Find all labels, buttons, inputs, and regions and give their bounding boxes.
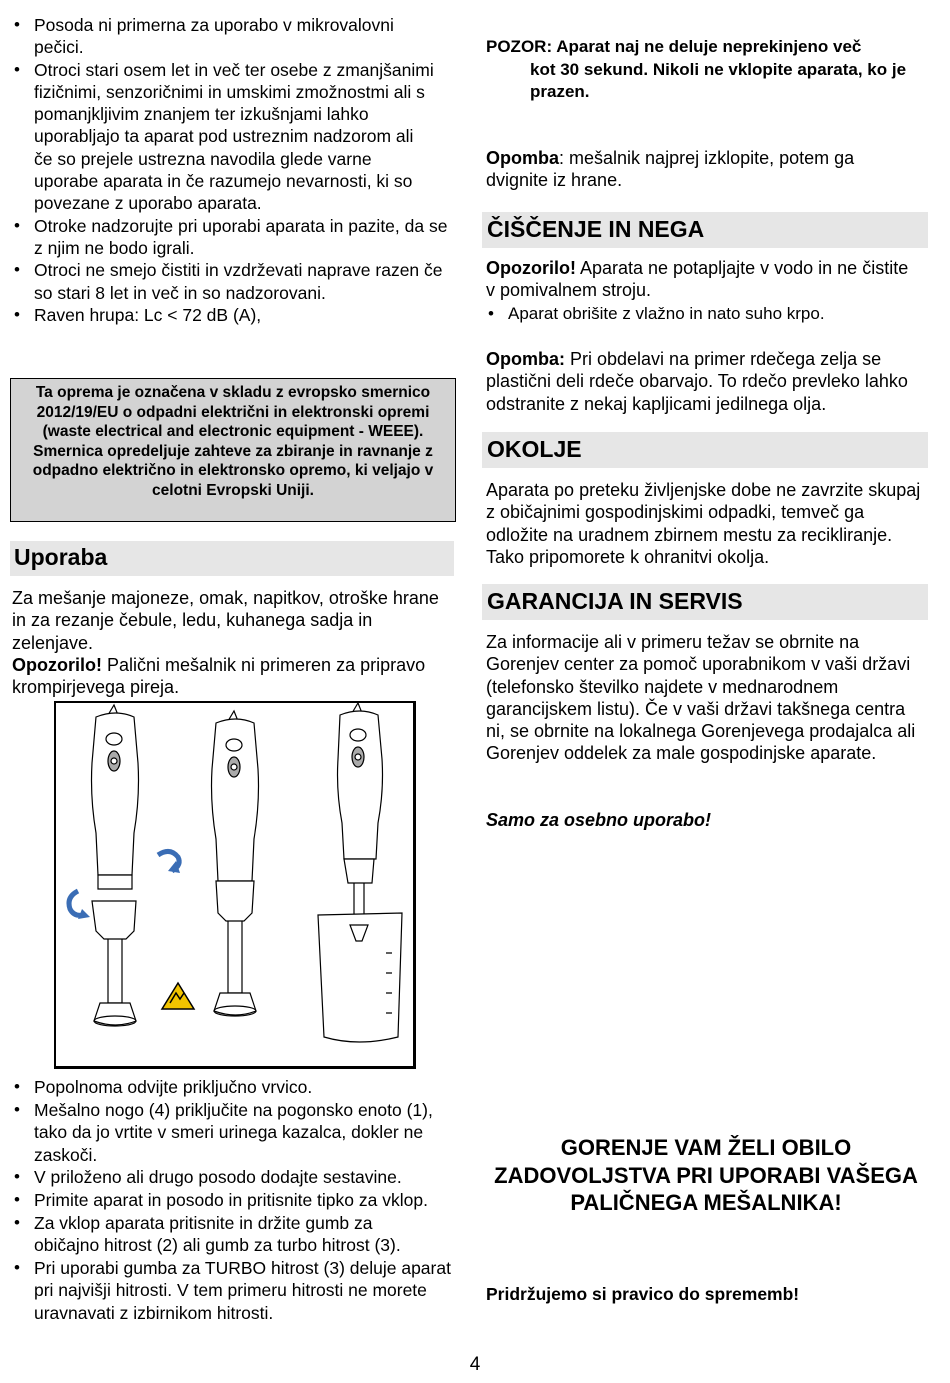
ciscenje-warning bbox=[486, 257, 916, 302]
pozor-line2: kot 30 sekund. Nikoli ne vklopite aparata, ko je prazen. bbox=[530, 59, 907, 101]
ciscenje-warning-label: Opozorilo! bbox=[486, 258, 576, 278]
safety-item: • Posoda ni primerna za uporabo v mikrovalovni pečici. bbox=[12, 14, 434, 59]
opomba-label: Opomba bbox=[486, 148, 560, 168]
usage-step: • Pri uporabi gumba za TURBO hitrost (3) deluje aparat pri najvišji hitrosti. V tem primeru hitrosti ne morete uravnavati z izbirnikom hitrosti. bbox=[12, 1257, 454, 1325]
garancija-heading: GARANCIJA IN SERVIS bbox=[482, 584, 928, 620]
uporaba-description: Za mešanje majoneze, omak, napitkov, otroške hrane in za rezanje čebule, ledu, kuhanega sadja in zelenjave. bbox=[12, 588, 439, 653]
closing-message: GORENJE VAM ŽELI OBILO ZADOVOLJSTVA PRI UPORABI VAŠEGA PALIČNEGA MEŠALNIKA! bbox=[494, 1135, 918, 1215]
usage-steps-section bbox=[12, 1076, 457, 1325]
pozor-warning bbox=[486, 36, 926, 104]
blender-drawing bbox=[56, 703, 414, 1067]
ciscenje-item: • Aparat obrišite z vlažno in nato suho krpo. bbox=[486, 303, 916, 325]
uporaba-warning-label: Opozorilo! bbox=[12, 654, 102, 675]
usage-step: • Primite aparat in posodo in pritisnite tipko za vklop. bbox=[12, 1189, 457, 1212]
safety-section bbox=[12, 14, 454, 326]
ciscenje-note bbox=[486, 348, 922, 415]
safety-item: • Raven hrupa: Lc < 72 dB (A), bbox=[12, 304, 454, 326]
ciscenje-list bbox=[486, 303, 916, 325]
safety-item: • Otroke nadzorujte pri uporabi aparata in pazite, da se z njim ne bodo igrali. bbox=[12, 215, 454, 260]
uporaba-text bbox=[12, 587, 447, 698]
safety-list bbox=[12, 14, 454, 326]
safety-item: • Otroci ne smejo čistiti in vzdrževati naprave razen če so stari 8 let in več in so nadzorovani. bbox=[12, 259, 454, 304]
ciscenje-note-text: Pri obdelavi na primer rdečega zelja se plastični deli rdeče obarvajo. To rdečo prevleko lahko odstranite z nekaj kapljicami jedilnega olja. bbox=[486, 349, 908, 414]
weee-notice-box bbox=[10, 378, 456, 522]
usage-step: • V priloženo ali drugo posodo dodajte sestavine. bbox=[12, 1166, 457, 1189]
okolje-heading: OKOLJE bbox=[482, 432, 928, 468]
personal-use-note: Samo za osebno uporabo! bbox=[486, 810, 712, 830]
safety-item: • Otroci stari osem let in več ter osebe z zmanjšanimi fizičnimi, senzoričnimi in umskimi zmožnostmi ali s pomanjkljivim znanjem ter izkušnjami lahko uporabljajo ta aparat pod ustreznim nadzorom ali če so prejele ustrezna navodila glede varne uporabe aparata in če razumejo nevarnosti, ki so povezane z uporabo aparata. bbox=[12, 59, 434, 215]
usage-step: • Za vklop aparata pritisnite in držite gumb za običajno hitrost (2) ali gumb za turbo hitrost (3). bbox=[12, 1212, 434, 1257]
okolje-text: Aparata po preteku življenjske dobe ne zavrzite skupaj z običajnimi gospodinjskimi odpadki, temveč ga odložite na uradnem zbirnem mestu za recikliranje. Tako pripomorete k ohranitvi okolja. bbox=[486, 480, 921, 567]
ciscenje-warning-text: Aparata ne potapljajte v vodo in ne čistite v pomivalnem stroju. bbox=[486, 258, 909, 301]
pozor-label: POZOR: bbox=[486, 37, 553, 56]
garancija-text: Za informacije ali v primeru težav se obrnite na Gorenjev center za pomoč uporabnikom v vaši državi (telefonsko številko najdete v mednarodnem garancijskem listu). Če v vaši državi takšnega centra ni, se obrnite na lokalnega Gorenjevega prodajalca ali Gorenjev oddelek za male gospodinjske aparate. bbox=[486, 632, 916, 764]
usage-step: • Mešalno nogo (4) priključite na pogonsko enoto (1), tako da jo vrtite v smeri urinega kazalca, dokler ne zaskoči. bbox=[12, 1099, 446, 1167]
opomba-text: : mešalnik najprej izklopite, potem ga dvignite iz hrane. bbox=[486, 148, 855, 191]
assembly-illustration bbox=[54, 701, 416, 1069]
weee-notice-text: Ta oprema je označena v skladu z evropsko smernico 2012/19/EU o odpadni električni in elektronski opremi (waste electrical and electronic equipment - WEEE). Smernica opredeljuje zahteve za zbiranje in ravnanje z odpadno električno in elektronsko opremo, ki veljajo v celotni Evropski Uniji. bbox=[32, 384, 434, 499]
uporaba-warning-text: Palični mešalnik ni primeren za pripravo krompirjevega pireja. bbox=[12, 654, 426, 698]
pozor-line1: Aparat naj ne deluje neprekinjeno več bbox=[552, 37, 862, 56]
ciscenje-heading: ČIŠČENJE IN NEGA bbox=[482, 212, 928, 248]
usage-steps-list bbox=[12, 1076, 457, 1325]
opomba-note bbox=[486, 147, 906, 192]
uporaba-heading: Uporaba bbox=[10, 541, 454, 576]
usage-step: • Popolnoma odvijte priključno vrvico. bbox=[12, 1076, 457, 1099]
page-number: 4 bbox=[469, 1354, 481, 1375]
reserve-rights-note: Pridržujemo si pravico do sprememb! bbox=[486, 1284, 800, 1304]
ciscenje-note-label: Opomba: bbox=[486, 349, 565, 369]
